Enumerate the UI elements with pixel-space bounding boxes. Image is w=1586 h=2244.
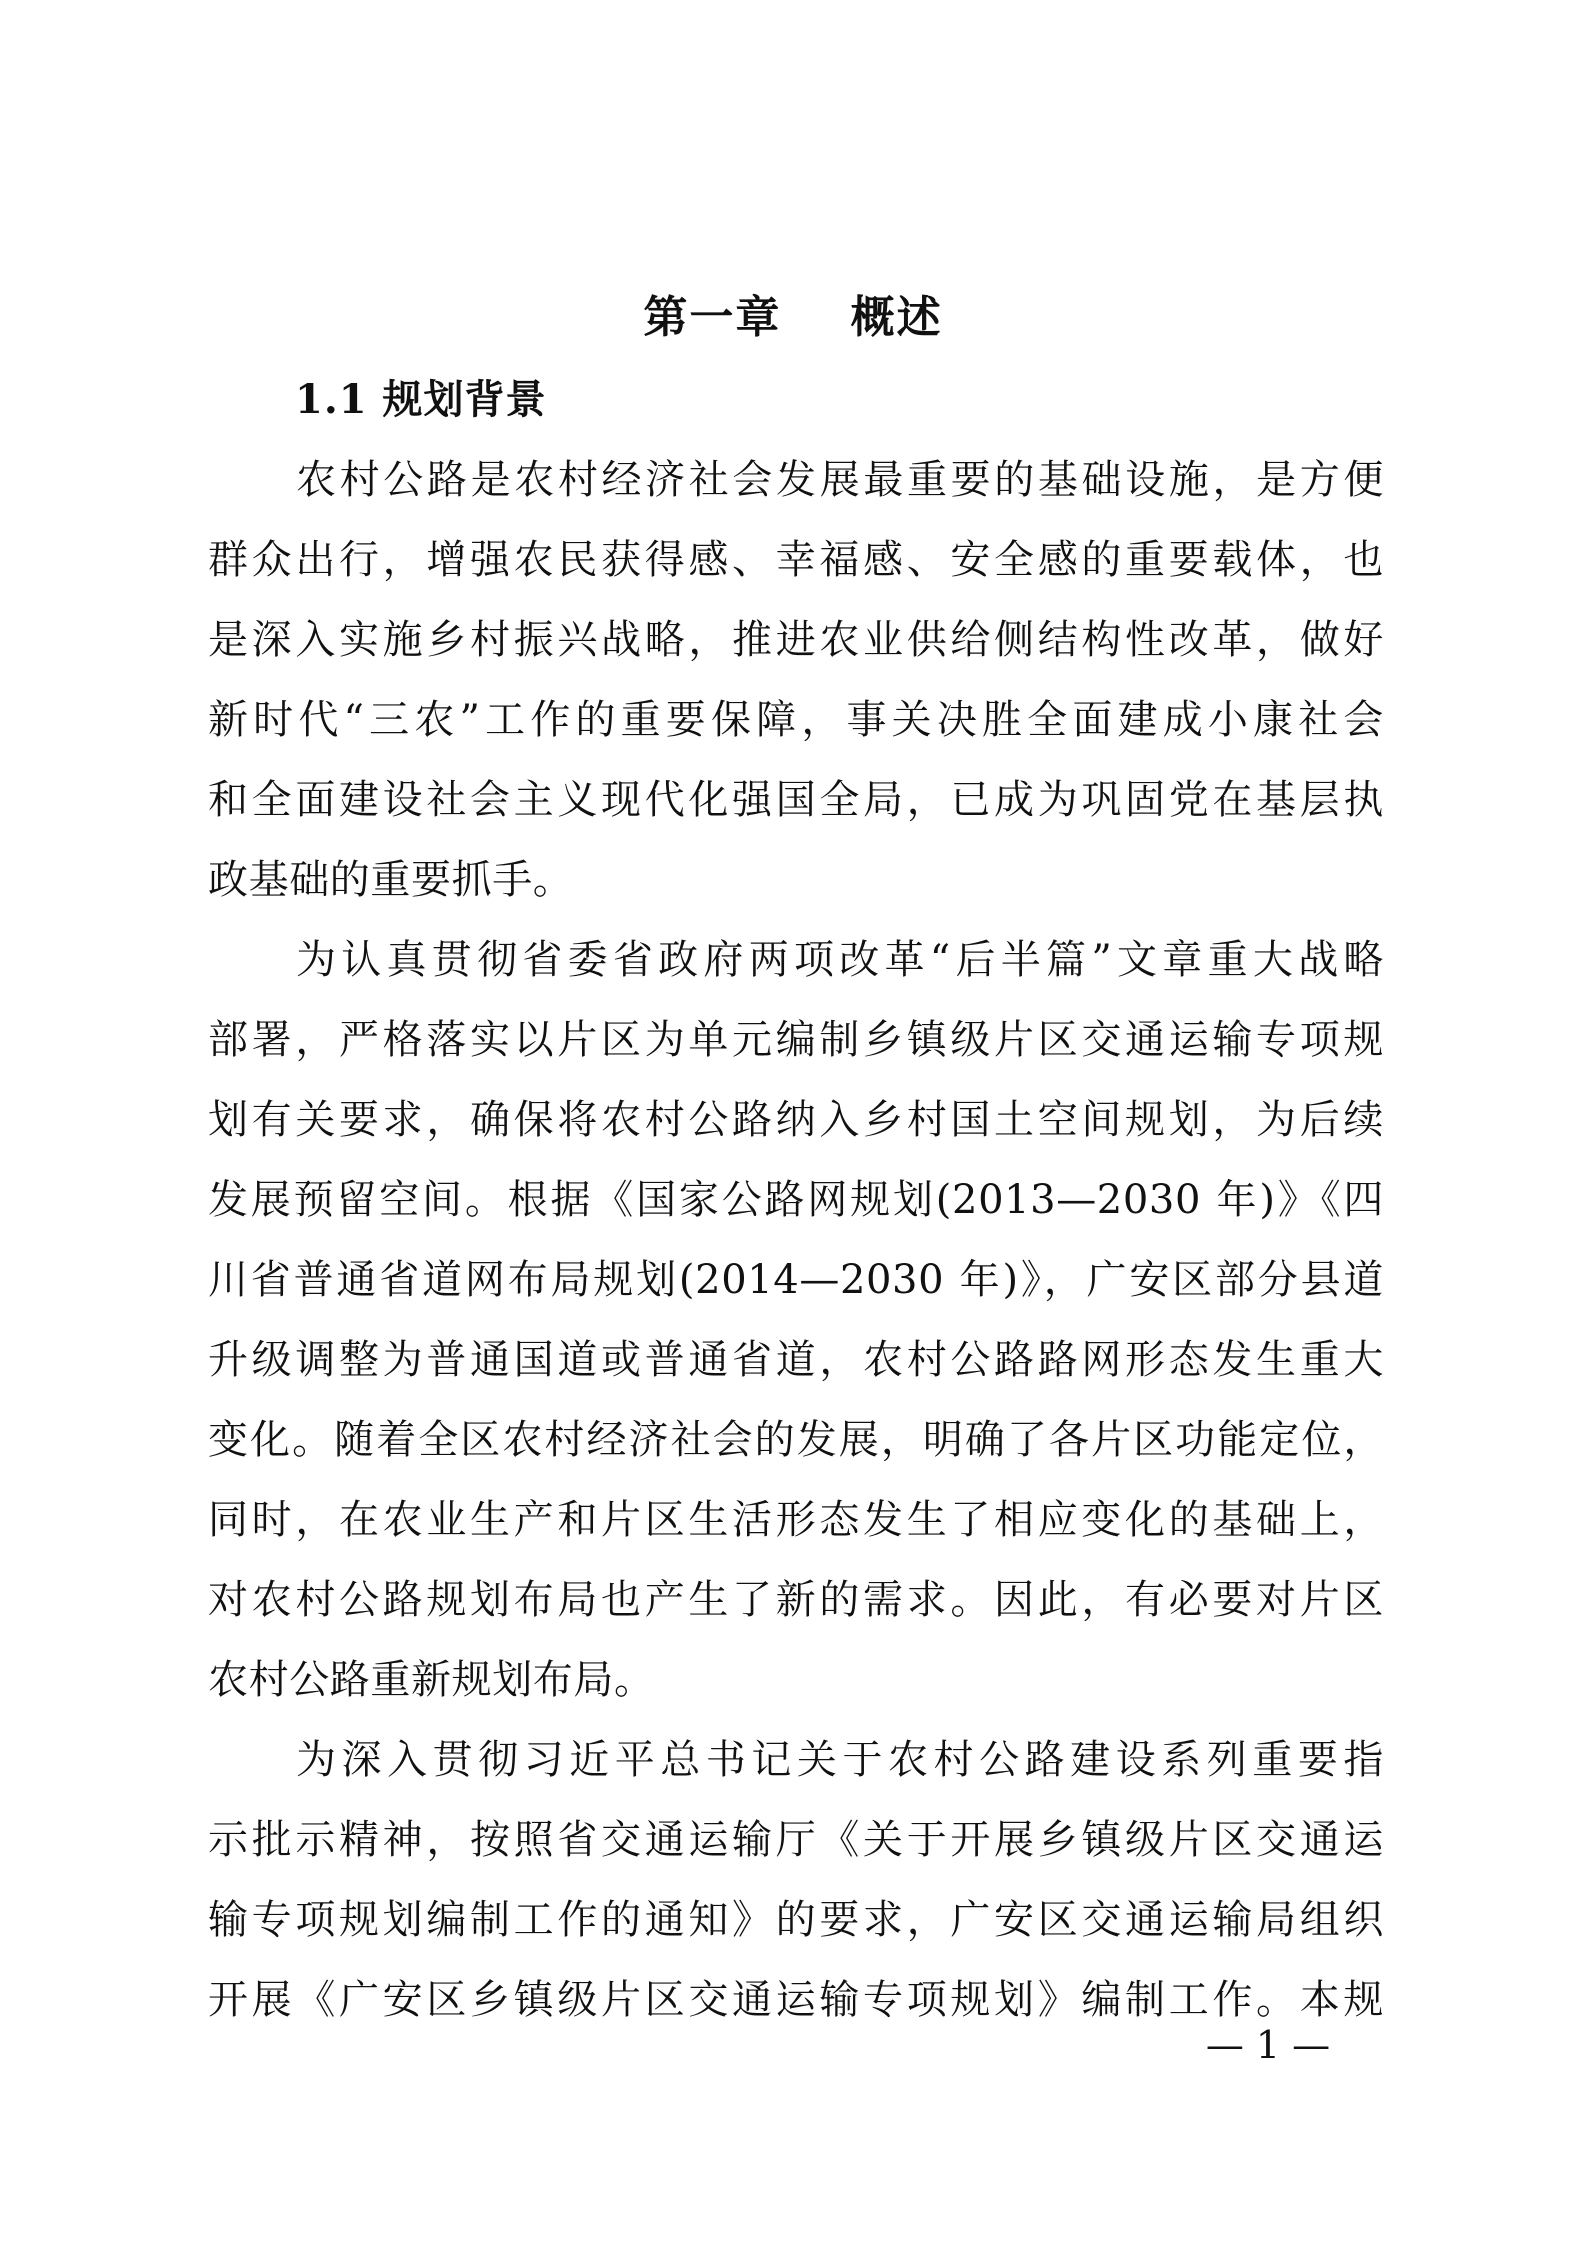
paragraph-line: 升级调整为普通国道或普通省道，农村公路路网形态发生重大 [208, 1337, 1384, 1383]
paragraph-line: 政基础的重要抓手。 [208, 857, 574, 903]
paragraph-line: 农村公路重新规划布局。 [208, 1657, 655, 1703]
page-number: — 1 — [1205, 2023, 1331, 2067]
paragraph-line: 同时，在农业生产和片区生活形态发生了相应变化的基础上， [208, 1497, 1384, 1543]
paragraph-line: 和全面建设社会主义现代化强国全局，已成为巩固党在基层执 [208, 777, 1384, 823]
paragraph-line: 为深入贯彻习近平总书记关于农村公路建设系列重要指 [296, 1737, 1384, 1783]
paragraph-line: 发展预留空间。根据《国家公路网规划(2013—2030 年)》《四 [208, 1177, 1384, 1223]
paragraph-line: 川省普通省道网布局规划(2014—2030 年)》，广安区部分县道 [208, 1257, 1384, 1303]
paragraph-1 [208, 440, 1384, 920]
paragraph-line: 示批示精神，按照省交通运输厅《关于开展乡镇级片区交通运 [208, 1817, 1384, 1863]
paragraph-line: 开展《广安区乡镇级片区交通运输专项规划》编制工作。本规 [208, 1977, 1384, 2023]
paragraph-3 [208, 1720, 1384, 2040]
paragraph-line: 对农村公路规划布局也产生了新的需求。因此，有必要对片区 [208, 1577, 1384, 1623]
paragraph-line: 农村公路是农村经济社会发展最重要的基础设施，是方便 [296, 457, 1384, 503]
paragraph-line: 变化。随着全区农村经济社会的发展，明确了各片区功能定位， [208, 1417, 1384, 1463]
paragraph-line: 划有关要求，确保将农村公路纳入乡村国土空间规划，为后续 [208, 1097, 1384, 1143]
section-heading: 1.1 规划背景 [295, 376, 547, 423]
paragraph-line: 是深入实施乡村振兴战略，推进农业供给侧结构性改革，做好 [208, 617, 1384, 663]
chapter-title: 第一章 概述 [643, 292, 943, 343]
paragraph-line: 为认真贯彻省委省政府两项改革“后半篇”文章重大战略 [296, 937, 1384, 983]
paragraph-2 [208, 920, 1384, 1720]
paragraph-line: 输专项规划编制工作的通知》的要求，广安区交通运输局组织 [208, 1897, 1384, 1943]
paragraph-line: 部署，严格落实以片区为单元编制乡镇级片区交通运输专项规 [208, 1017, 1384, 1063]
paragraph-line: 新时代“三农”工作的重要保障，事关决胜全面建成小康社会 [208, 697, 1384, 743]
paragraph-line: 群众出行，增强农民获得感、幸福感、安全感的重要载体，也 [208, 537, 1384, 583]
